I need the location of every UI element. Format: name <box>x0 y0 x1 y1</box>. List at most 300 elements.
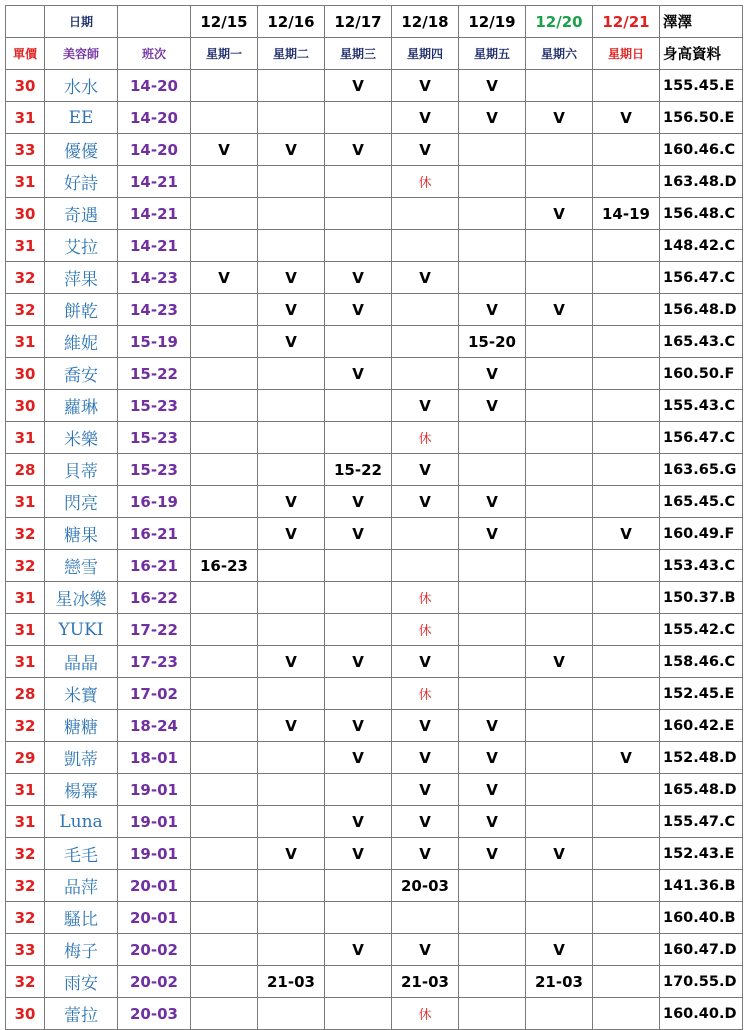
height-data-cell: 152.48.D <box>660 742 743 774</box>
day-cell: 21-03 <box>526 966 593 998</box>
day-cell: V <box>526 294 593 326</box>
day-cell: V <box>459 742 526 774</box>
stylist-name-cell: 萍果 <box>45 262 118 294</box>
day-cell <box>392 550 459 582</box>
day-cell <box>325 102 392 134</box>
day-cell <box>526 326 593 358</box>
date-cell: 12/18 <box>392 6 459 38</box>
height-data-header: 身高資料 <box>660 38 743 70</box>
table-row <box>6 870 743 902</box>
day-cell <box>526 870 593 902</box>
day-cell: V <box>459 102 526 134</box>
shift-cell: 14-20 <box>118 70 191 102</box>
shift-cell: 15-22 <box>118 358 191 390</box>
day-cell <box>459 678 526 710</box>
day-cell <box>392 326 459 358</box>
day-cell: V <box>392 70 459 102</box>
table-row <box>6 742 743 774</box>
day-cell <box>526 358 593 390</box>
day-cell <box>325 774 392 806</box>
day-cell <box>191 774 258 806</box>
stylist-name-cell: EE <box>45 102 118 134</box>
height-data-cell: 160.42.E <box>660 710 743 742</box>
price-cell: 30 <box>6 390 45 422</box>
stylist-name-cell: 艾拉 <box>45 230 118 262</box>
day-cell <box>526 230 593 262</box>
day-cell <box>392 230 459 262</box>
price-cell: 31 <box>6 102 45 134</box>
day-cell <box>191 230 258 262</box>
weekday-cell-saturday: 星期六 <box>526 38 593 70</box>
day-cell <box>258 358 325 390</box>
height-data-cell: 150.37.B <box>660 582 743 614</box>
day-cell: V <box>459 806 526 838</box>
shift-cell: 16-22 <box>118 582 191 614</box>
day-cell: V <box>392 102 459 134</box>
day-cell: V <box>392 134 459 166</box>
day-cell <box>191 518 258 550</box>
stylist-name-cell: YUKI <box>45 614 118 646</box>
shift-cell: 20-02 <box>118 966 191 998</box>
height-data-cell: 163.65.G <box>660 454 743 486</box>
day-cell <box>392 294 459 326</box>
day-cell: V <box>325 294 392 326</box>
day-cell <box>191 934 258 966</box>
day-cell <box>526 262 593 294</box>
shift-cell: 19-01 <box>118 806 191 838</box>
height-data-cell: 165.45.C <box>660 486 743 518</box>
day-cell: V <box>325 70 392 102</box>
height-data-cell: 158.46.C <box>660 646 743 678</box>
height-data-cell: 160.50.F <box>660 358 743 390</box>
day-cell <box>459 934 526 966</box>
price-cell: 31 <box>6 230 45 262</box>
table-row <box>6 198 743 230</box>
table-row <box>6 902 743 934</box>
day-cell <box>526 742 593 774</box>
day-cell <box>459 582 526 614</box>
day-cell <box>258 550 325 582</box>
weekday-cell: 星期五 <box>459 38 526 70</box>
day-cell <box>191 710 258 742</box>
day-cell <box>191 70 258 102</box>
day-cell: V <box>459 390 526 422</box>
day-cell <box>526 998 593 1030</box>
stylist-name-cell: 米樂 <box>45 422 118 454</box>
shift-cell: 14-20 <box>118 102 191 134</box>
day-cell: V <box>526 646 593 678</box>
day-cell <box>191 294 258 326</box>
day-cell <box>191 838 258 870</box>
day-cell <box>325 870 392 902</box>
height-data-cell: 153.43.C <box>660 550 743 582</box>
day-cell <box>526 774 593 806</box>
day-cell <box>325 326 392 358</box>
day-cell: 21-03 <box>392 966 459 998</box>
day-cell <box>526 166 593 198</box>
day-cell <box>593 870 660 902</box>
day-cell: 15-20 <box>459 326 526 358</box>
day-cell <box>258 198 325 230</box>
day-cell <box>191 358 258 390</box>
day-cell <box>526 518 593 550</box>
column-header-row <box>6 38 743 70</box>
day-cell <box>459 646 526 678</box>
date-cell: 12/16 <box>258 6 325 38</box>
day-cell <box>325 966 392 998</box>
day-cell <box>258 774 325 806</box>
table-row <box>6 838 743 870</box>
table-row <box>6 550 743 582</box>
day-cell: 休 <box>392 614 459 646</box>
day-cell <box>593 422 660 454</box>
day-cell: V <box>325 934 392 966</box>
day-cell <box>526 486 593 518</box>
day-cell <box>593 358 660 390</box>
shift-column-header: 班次 <box>118 38 191 70</box>
table-row <box>6 70 743 102</box>
price-cell: 30 <box>6 358 45 390</box>
price-cell: 32 <box>6 966 45 998</box>
table-row <box>6 134 743 166</box>
stylist-name-cell: 騷比 <box>45 902 118 934</box>
table-row <box>6 326 743 358</box>
price-cell: 31 <box>6 774 45 806</box>
weekday-cell: 星期三 <box>325 38 392 70</box>
day-cell <box>459 550 526 582</box>
day-cell: V <box>593 102 660 134</box>
day-cell: V <box>459 710 526 742</box>
stylist-name-cell: 蕾拉 <box>45 998 118 1030</box>
day-cell <box>459 998 526 1030</box>
day-cell: V <box>526 198 593 230</box>
price-cell: 32 <box>6 902 45 934</box>
height-data-cell: 148.42.C <box>660 230 743 262</box>
height-data-cell: 155.42.C <box>660 614 743 646</box>
day-cell <box>459 902 526 934</box>
day-cell <box>325 678 392 710</box>
day-cell <box>258 390 325 422</box>
day-cell: V <box>258 838 325 870</box>
day-cell <box>191 166 258 198</box>
day-cell: V <box>392 934 459 966</box>
day-cell: V <box>258 518 325 550</box>
table-row <box>6 230 743 262</box>
stylist-name-cell: 品萍 <box>45 870 118 902</box>
day-cell: 14-19 <box>593 198 660 230</box>
table-row <box>6 806 743 838</box>
height-data-cell: 160.40.B <box>660 902 743 934</box>
day-cell: V <box>191 134 258 166</box>
stylist-name-cell: Luna <box>45 806 118 838</box>
day-cell: V <box>258 646 325 678</box>
price-cell: 33 <box>6 934 45 966</box>
day-cell: V <box>392 390 459 422</box>
day-cell: V <box>392 262 459 294</box>
day-cell <box>325 614 392 646</box>
day-cell: V <box>325 486 392 518</box>
height-data-cell: 156.47.C <box>660 262 743 294</box>
height-data-cell: 165.43.C <box>660 326 743 358</box>
shift-cell: 16-21 <box>118 518 191 550</box>
day-cell <box>258 102 325 134</box>
day-cell: 休 <box>392 998 459 1030</box>
shift-cell: 15-23 <box>118 390 191 422</box>
day-cell <box>526 582 593 614</box>
day-cell: V <box>325 710 392 742</box>
height-data-cell: 160.47.D <box>660 934 743 966</box>
day-cell: V <box>325 838 392 870</box>
stylist-name-cell: 水水 <box>45 70 118 102</box>
shift-cell: 14-21 <box>118 230 191 262</box>
table-row <box>6 934 743 966</box>
shift-cell: 17-02 <box>118 678 191 710</box>
date-cell-sunday: 12/21 <box>593 6 660 38</box>
height-data-cell: 155.47.C <box>660 806 743 838</box>
day-cell <box>191 614 258 646</box>
day-cell <box>526 806 593 838</box>
stylist-name-cell: 凱蒂 <box>45 742 118 774</box>
day-cell: V <box>459 774 526 806</box>
day-cell: V <box>526 934 593 966</box>
day-cell: V <box>325 742 392 774</box>
height-data-cell: 156.48.D <box>660 294 743 326</box>
day-cell <box>593 774 660 806</box>
stylist-name-cell: 貝蒂 <box>45 454 118 486</box>
day-cell: 20-03 <box>392 870 459 902</box>
day-cell <box>325 422 392 454</box>
day-cell <box>191 870 258 902</box>
table-row <box>6 102 743 134</box>
day-cell <box>258 422 325 454</box>
shift-cell: 14-21 <box>118 198 191 230</box>
price-cell: 32 <box>6 870 45 902</box>
stylist-name-cell: 奇遇 <box>45 198 118 230</box>
schedule-table <box>5 5 743 1030</box>
day-cell <box>593 326 660 358</box>
day-cell <box>191 486 258 518</box>
date-cell-saturday: 12/20 <box>526 6 593 38</box>
day-cell <box>526 454 593 486</box>
day-cell <box>459 614 526 646</box>
height-data-cell: 160.49.F <box>660 518 743 550</box>
height-data-cell: 156.50.E <box>660 102 743 134</box>
height-data-cell: 163.48.D <box>660 166 743 198</box>
height-data-cell: 160.40.D <box>660 998 743 1030</box>
day-cell: V <box>526 838 593 870</box>
price-cell: 33 <box>6 134 45 166</box>
shift-cell: 15-23 <box>118 422 191 454</box>
table-row <box>6 966 743 998</box>
price-cell: 29 <box>6 742 45 774</box>
day-cell <box>593 902 660 934</box>
price-cell: 31 <box>6 646 45 678</box>
shift-cell: 19-01 <box>118 838 191 870</box>
day-cell <box>593 390 660 422</box>
height-data-cell: 152.43.E <box>660 838 743 870</box>
price-cell: 32 <box>6 550 45 582</box>
table-row <box>6 646 743 678</box>
day-cell: V <box>392 806 459 838</box>
stylist-name-cell: 星冰樂 <box>45 582 118 614</box>
stylist-name-cell: 梅子 <box>45 934 118 966</box>
stylist-name-cell: 米寶 <box>45 678 118 710</box>
day-cell <box>325 998 392 1030</box>
height-data-cell: 156.47.C <box>660 422 743 454</box>
day-cell <box>459 966 526 998</box>
day-cell <box>258 70 325 102</box>
day-cell: V <box>325 262 392 294</box>
stylist-name-cell: 餅乾 <box>45 294 118 326</box>
price-cell: 31 <box>6 486 45 518</box>
day-cell <box>191 678 258 710</box>
table-row <box>6 486 743 518</box>
table-row <box>6 454 743 486</box>
stylist-name-cell: 戀雪 <box>45 550 118 582</box>
height-data-cell: 152.45.E <box>660 678 743 710</box>
shift-cell: 17-22 <box>118 614 191 646</box>
price-cell: 32 <box>6 518 45 550</box>
day-cell: V <box>459 70 526 102</box>
day-cell <box>191 454 258 486</box>
day-cell <box>191 390 258 422</box>
price-cell: 32 <box>6 710 45 742</box>
day-cell <box>325 550 392 582</box>
day-cell: V <box>392 454 459 486</box>
day-cell <box>258 582 325 614</box>
day-cell <box>593 646 660 678</box>
table-row <box>6 710 743 742</box>
day-cell: V <box>258 294 325 326</box>
price-cell: 32 <box>6 294 45 326</box>
day-cell <box>593 934 660 966</box>
day-cell: V <box>325 518 392 550</box>
shift-cell: 20-01 <box>118 902 191 934</box>
date-cell: 12/19 <box>459 6 526 38</box>
day-cell <box>258 166 325 198</box>
table-row <box>6 262 743 294</box>
price-cell: 31 <box>6 422 45 454</box>
price-column-header: 單價 <box>6 38 45 70</box>
price-cell: 31 <box>6 166 45 198</box>
stylist-column-header: 美容師 <box>45 38 118 70</box>
day-cell <box>191 806 258 838</box>
day-cell <box>191 646 258 678</box>
day-cell: V <box>392 486 459 518</box>
day-cell <box>593 230 660 262</box>
day-cell <box>191 102 258 134</box>
day-cell <box>258 998 325 1030</box>
day-cell: V <box>392 838 459 870</box>
day-cell <box>593 806 660 838</box>
day-cell <box>593 678 660 710</box>
day-cell <box>191 582 258 614</box>
shift-cell: 18-24 <box>118 710 191 742</box>
day-cell <box>593 454 660 486</box>
price-cell: 31 <box>6 582 45 614</box>
day-cell: V <box>459 358 526 390</box>
stylist-name-cell: 糖果 <box>45 518 118 550</box>
weekday-cell: 星期二 <box>258 38 325 70</box>
day-cell <box>526 390 593 422</box>
day-cell <box>325 166 392 198</box>
stylist-name-cell: 優優 <box>45 134 118 166</box>
day-cell <box>593 70 660 102</box>
day-cell <box>526 70 593 102</box>
table-row <box>6 358 743 390</box>
price-cell: 30 <box>6 198 45 230</box>
price-cell: 31 <box>6 614 45 646</box>
day-cell: V <box>258 486 325 518</box>
day-cell <box>526 614 593 646</box>
day-cell: V <box>258 326 325 358</box>
height-data-cell: 165.48.D <box>660 774 743 806</box>
day-cell <box>258 902 325 934</box>
day-cell: V <box>593 742 660 774</box>
shift-cell: 14-23 <box>118 262 191 294</box>
weekday-cell: 星期一 <box>191 38 258 70</box>
table-row <box>6 390 743 422</box>
height-data-cell: 156.48.C <box>660 198 743 230</box>
stylist-name-cell: 閃亮 <box>45 486 118 518</box>
day-cell: V <box>325 134 392 166</box>
day-cell <box>191 422 258 454</box>
day-cell <box>392 518 459 550</box>
table-row <box>6 582 743 614</box>
day-cell: V <box>459 838 526 870</box>
shift-cell: 16-19 <box>118 486 191 518</box>
price-cell: 32 <box>6 262 45 294</box>
day-cell <box>258 678 325 710</box>
height-data-cell: 155.43.C <box>660 390 743 422</box>
day-cell: 休 <box>392 166 459 198</box>
day-cell: V <box>593 518 660 550</box>
day-cell: V <box>392 742 459 774</box>
stylist-name-cell: 維妮 <box>45 326 118 358</box>
day-cell: V <box>191 262 258 294</box>
day-cell: V <box>459 486 526 518</box>
price-cell: 31 <box>6 326 45 358</box>
day-cell <box>459 454 526 486</box>
day-cell: 21-03 <box>258 966 325 998</box>
table-row <box>6 518 743 550</box>
stylist-name-cell: 雨安 <box>45 966 118 998</box>
day-cell <box>191 198 258 230</box>
day-cell <box>593 582 660 614</box>
day-cell <box>459 134 526 166</box>
day-cell <box>191 326 258 358</box>
day-cell <box>459 870 526 902</box>
day-cell <box>258 870 325 902</box>
day-cell <box>392 358 459 390</box>
day-cell: V <box>325 646 392 678</box>
day-cell: V <box>392 774 459 806</box>
table-row <box>6 774 743 806</box>
shift-cell: 20-03 <box>118 998 191 1030</box>
day-cell: 15-22 <box>325 454 392 486</box>
day-cell <box>392 902 459 934</box>
date-cell: 12/17 <box>325 6 392 38</box>
day-cell: 休 <box>392 582 459 614</box>
day-cell <box>459 166 526 198</box>
day-cell <box>258 230 325 262</box>
day-cell <box>191 998 258 1030</box>
shift-cell: 20-01 <box>118 870 191 902</box>
day-cell <box>593 998 660 1030</box>
day-cell <box>593 838 660 870</box>
day-cell <box>526 678 593 710</box>
date-label: 日期 <box>45 6 118 38</box>
